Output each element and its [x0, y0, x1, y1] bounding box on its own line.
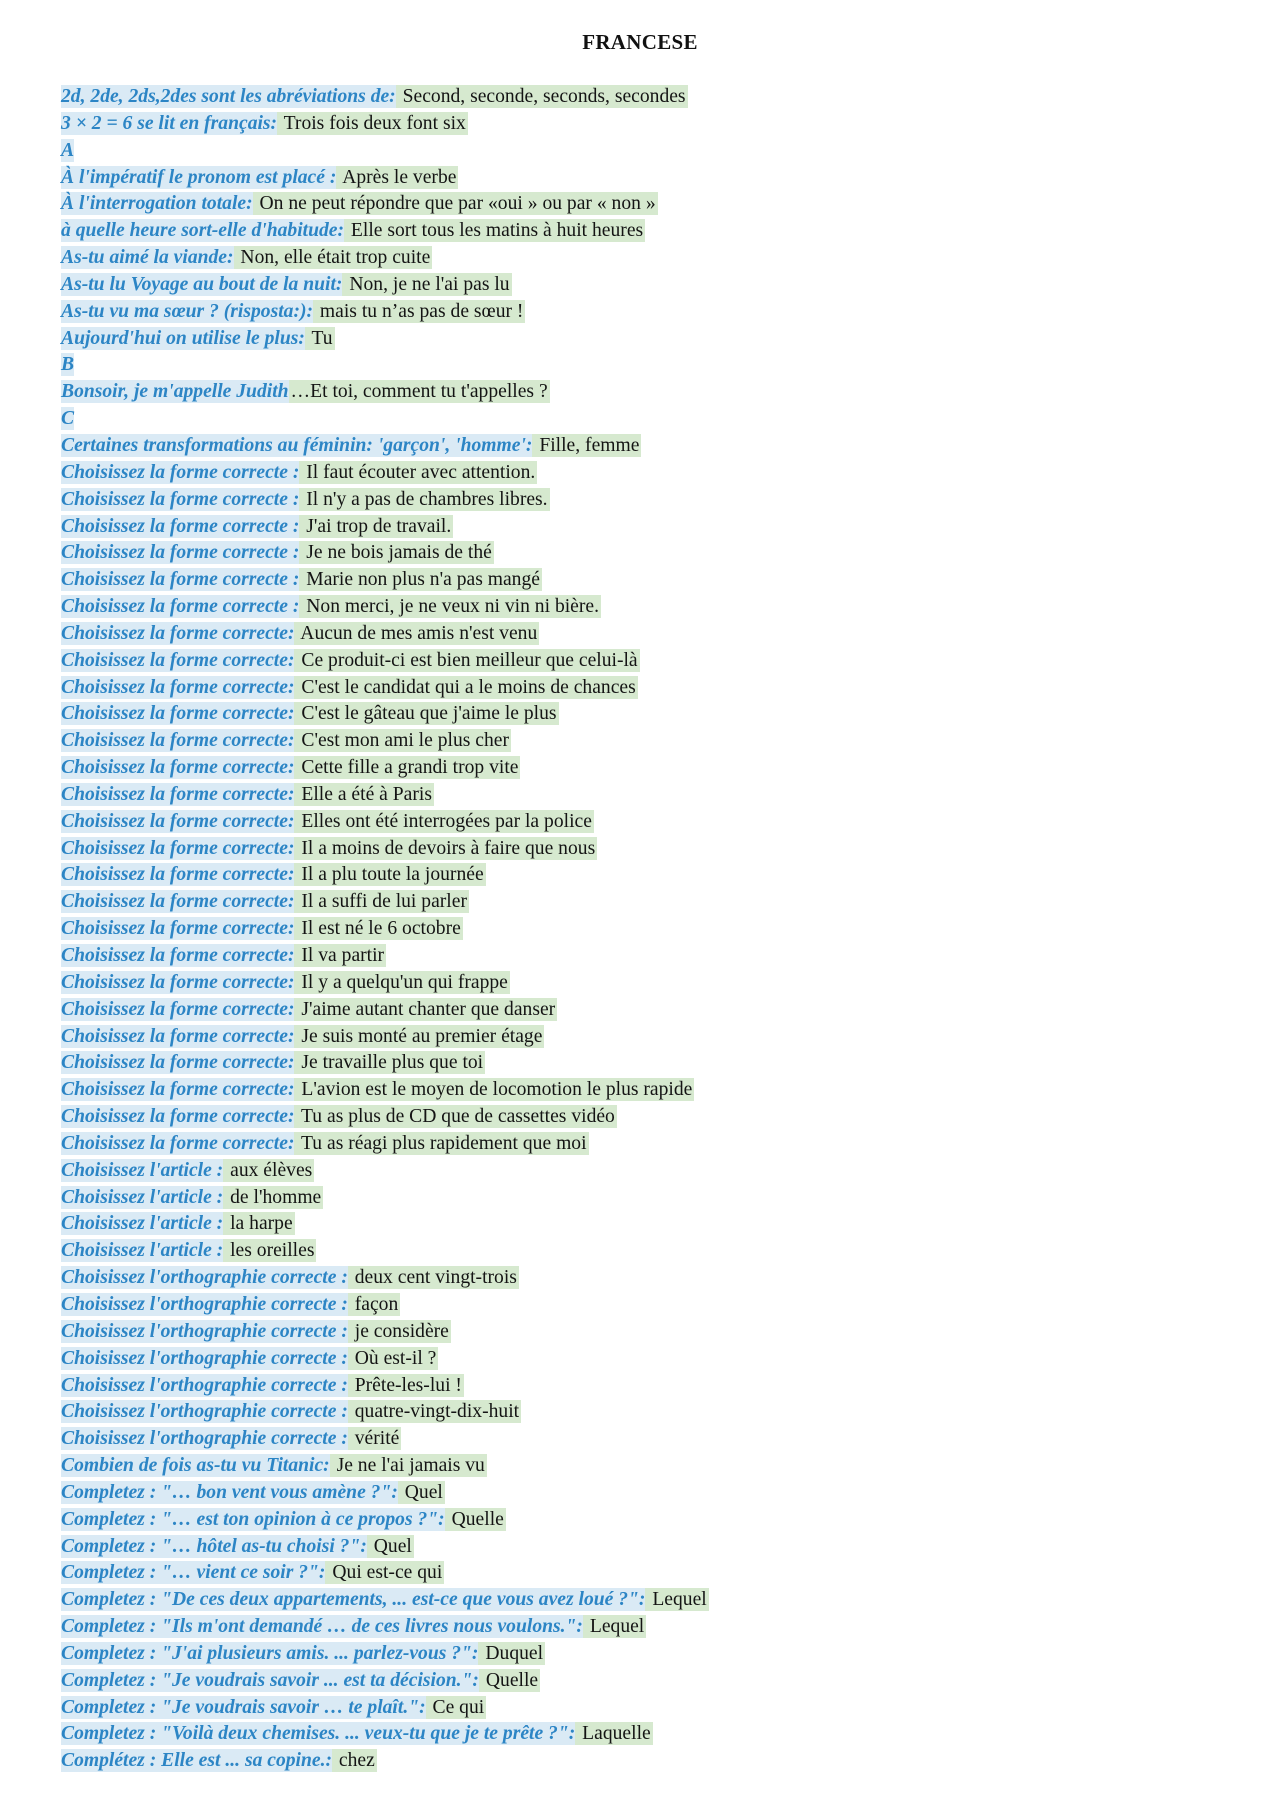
qa-entry	[61, 809, 709, 836]
answer-text: Tu as plus de CD que de cassettes vidéo	[296, 1106, 615, 1128]
answer-text: Quel	[368, 1535, 412, 1557]
qa-entry	[61, 433, 709, 460]
qa-entry	[61, 1050, 709, 1077]
answer-text: je considère	[349, 1320, 449, 1342]
question-text: Choisissez la forme correcte:	[61, 1079, 295, 1101]
question-text: 3 × 2 = 6 se lit en français:	[61, 112, 278, 134]
qa-entry	[61, 111, 709, 138]
qa-entry	[61, 326, 709, 353]
question-text: 2d, 2de, 2ds,2des sont les abréviations de:	[61, 86, 396, 107]
question-text: Choisissez la forme correcte :	[61, 569, 300, 591]
question-text: Choisissez l'orthographie correcte :	[61, 1267, 348, 1289]
qa-entry	[61, 352, 709, 379]
answer-text: Marie non plus n'a pas mangé	[301, 569, 540, 591]
answer-text: C'est mon ami le plus cher	[296, 730, 509, 752]
qa-entry	[61, 191, 709, 218]
qa-entry	[61, 1104, 709, 1131]
answer-text: Quelle	[480, 1669, 539, 1691]
question-text: Completez : "Voilà deux chemises. ... veux-tu que je te prête ?":	[61, 1723, 576, 1745]
answer-text: …Et toi, comment tu t'appelles ?	[290, 381, 548, 403]
qa-entry	[61, 889, 709, 916]
question-text: à quelle heure sort-elle d'habitude:	[61, 220, 345, 242]
answer-text: Il y a quelqu'un qui frappe	[296, 971, 508, 993]
qa-entry	[61, 1185, 709, 1212]
answer-text: Non, je ne l'ai pas lu	[344, 273, 510, 295]
question-text: À l'interrogation totale:	[61, 193, 253, 215]
qa-entry	[61, 379, 709, 406]
answer-text: Je travaille plus que toi	[296, 1052, 484, 1074]
answer-text: Je ne l'ai jamais vu	[331, 1455, 485, 1477]
answer-text: Fille, femme	[534, 434, 640, 456]
qa-entry	[61, 1077, 709, 1104]
qa-entry	[61, 836, 709, 863]
question-text: Choisissez l'orthographie correcte :	[61, 1374, 348, 1396]
answer-text: Non merci, je ne veux ni vin ni bière.	[301, 596, 600, 618]
answer-text: C'est le gâteau que j'aime le plus	[296, 703, 557, 725]
qa-entry	[61, 1292, 709, 1319]
qa-entry	[61, 1721, 709, 1748]
qa-entry	[61, 970, 709, 997]
answer-text: Il a suffi de lui parler	[296, 891, 467, 913]
answer-text: mais tu n’as pas de sœur !	[315, 300, 524, 322]
qa-entry	[61, 540, 709, 567]
answer-text: Prête-les-lui !	[349, 1374, 462, 1396]
answer-text: façon	[349, 1293, 399, 1315]
question-text: Choisissez l'article :	[61, 1240, 224, 1262]
answer-text: Tu	[306, 327, 333, 349]
qa-entry	[61, 1265, 709, 1292]
qa-entry	[61, 648, 709, 675]
question-text: As-tu aimé la viande:	[61, 247, 234, 269]
answer-text: Je suis monté au premier étage	[296, 1025, 543, 1047]
question-text: Choisissez la forme correcte:	[61, 649, 295, 671]
qa-entry	[61, 997, 709, 1024]
question-text: Choisissez l'article :	[61, 1213, 224, 1235]
question-text: Completez : "Je voudrais savoir ... est ta décision.":	[61, 1669, 479, 1691]
qa-entry	[61, 567, 709, 594]
qa-entry	[61, 1748, 709, 1775]
question-text: Choisissez l'orthographie correcte :	[61, 1347, 348, 1369]
answer-text: Elle sort tous les matins à huit heures	[346, 220, 644, 242]
answer-text: aux élèves	[225, 1159, 313, 1181]
qa-entry	[61, 1587, 709, 1614]
qa-entry	[61, 1426, 709, 1453]
answer-text: Où est-il ?	[349, 1347, 437, 1369]
question-text: Choisissez la forme correcte:	[61, 971, 295, 993]
qa-entry	[61, 1480, 709, 1507]
answer-text: chez	[334, 1750, 375, 1772]
answer-text: Il n'y a pas de chambres libres.	[301, 488, 548, 510]
qa-list	[61, 84, 709, 1775]
question-text: Choisissez l'orthographie correcte :	[61, 1293, 348, 1315]
answer-text: Quel	[399, 1481, 443, 1503]
question-text: Completez : "… vient ce soir ?":	[61, 1562, 326, 1584]
qa-entry	[61, 460, 709, 487]
answer-text: On ne peut répondre que par «oui » ou par « non »	[254, 193, 656, 215]
question-text: Choisissez la forme correcte:	[61, 998, 295, 1020]
question-text: A	[61, 139, 75, 161]
answer-text: C'est le candidat qui a le moins de chances	[296, 676, 636, 698]
qa-entry	[61, 621, 709, 648]
question-text: C	[61, 408, 75, 430]
answer-text: Duquel	[480, 1642, 544, 1664]
question-text: Completez : "De ces deux appartements, ... est-ce que vous avez loué ?":	[61, 1589, 646, 1611]
answer-text: la harpe	[225, 1213, 293, 1235]
answer-text: Il a plu toute la journée	[296, 864, 484, 886]
question-text: As-tu vu ma sœur ? (risposta:):	[61, 300, 314, 322]
qa-entry	[61, 138, 709, 165]
question-text: Choisissez la forme correcte :	[61, 542, 300, 564]
question-text: Choisissez l'orthographie correcte :	[61, 1428, 348, 1450]
qa-entry	[61, 1211, 709, 1238]
qa-entry	[61, 1131, 709, 1158]
answer-text: Qui est-ce qui	[327, 1562, 443, 1584]
question-text: Complétez : Elle est ... sa copine.:	[61, 1750, 333, 1772]
page-title: FRANCESE	[582, 30, 698, 54]
answer-text: Tu as réagi plus rapidement que moi	[296, 1132, 587, 1154]
question-text: Choisissez la forme correcte:	[61, 757, 295, 779]
question-text: Completez : "… est ton opinion à ce propos ?":	[61, 1508, 445, 1530]
qa-entry	[61, 406, 709, 433]
question-text: Combien de fois as-tu vu Titanic:	[61, 1455, 330, 1477]
question-text: Completez : "J'ai plusieurs amis. ... parlez-vous ?":	[61, 1642, 479, 1664]
question-text: Completez : "… bon vent vous amène ?":	[61, 1481, 398, 1503]
answer-text: quatre-vingt-dix-huit	[349, 1401, 520, 1423]
qa-entry	[61, 1453, 709, 1480]
answer-text: Il a moins de devoirs à faire que nous	[296, 837, 596, 859]
question-text: Choisissez la forme correcte:	[61, 1052, 295, 1074]
answer-text: Lequel	[647, 1589, 707, 1611]
question-text: Choisissez la forme correcte :	[61, 515, 300, 537]
question-text: Choisissez la forme correcte:	[61, 810, 295, 832]
qa-entry	[61, 1238, 709, 1265]
question-text: Completez : "Ils m'ont demandé … de ces livres nous voulons.":	[61, 1616, 583, 1638]
question-text: As-tu lu Voyage au bout de la nuit:	[61, 273, 343, 295]
question-text: Certaines transformations au féminin: 'garçon', 'homme':	[61, 434, 533, 456]
qa-entry	[61, 165, 709, 192]
answer-text: Il est né le 6 octobre	[296, 918, 461, 940]
qa-entry	[61, 943, 709, 970]
question-text: Choisissez la forme correcte:	[61, 783, 295, 805]
question-text: Choisissez la forme correcte:	[61, 622, 295, 644]
qa-entry	[61, 675, 709, 702]
qa-entry	[61, 916, 709, 943]
question-text: B	[61, 354, 75, 376]
question-text: Choisissez la forme correcte:	[61, 891, 295, 913]
question-text: Choisissez la forme correcte :	[61, 461, 300, 483]
answer-text: Laquelle	[577, 1723, 651, 1745]
qa-entry	[61, 299, 709, 326]
qa-entry	[61, 782, 709, 809]
qa-entry	[61, 272, 709, 299]
answer-text: L'avion est le moyen de locomotion le plus rapide	[296, 1079, 693, 1101]
question-text: Choisissez la forme correcte:	[61, 837, 295, 859]
answer-text: Ce produit-ci est bien meilleur que celui-là	[296, 649, 638, 671]
qa-entry	[61, 1614, 709, 1641]
qa-entry	[61, 1534, 709, 1561]
qa-entry	[61, 701, 709, 728]
qa-entry	[61, 728, 709, 755]
question-text: Choisissez la forme correcte:	[61, 703, 295, 725]
qa-entry	[61, 1641, 709, 1668]
answer-text: Elle a été à Paris	[296, 783, 432, 805]
question-text: Choisissez la forme correcte:	[61, 1025, 295, 1047]
answer-text: Trois fois deux font six	[279, 112, 466, 134]
question-text: À l'impératif le pronom est placé :	[61, 166, 337, 188]
qa-entry	[61, 218, 709, 245]
qa-entry	[61, 1319, 709, 1346]
answer-text: Il va partir	[296, 945, 385, 966]
answer-text: Ce qui	[427, 1696, 485, 1718]
answer-text: de l'homme	[225, 1186, 322, 1208]
answer-text: Quelle	[446, 1508, 504, 1530]
question-text: Choisissez l'orthographie correcte :	[61, 1320, 348, 1342]
qa-entry	[61, 1024, 709, 1051]
question-text: Choisissez la forme correcte :	[61, 596, 300, 618]
answer-text: Elles ont été interrogées par la police	[296, 810, 592, 832]
question-text: Completez : "Je voudrais savoir … te plaît.":	[61, 1696, 426, 1718]
question-text: Choisissez la forme correcte:	[61, 676, 295, 698]
qa-entry	[61, 84, 709, 111]
qa-entry	[61, 1158, 709, 1185]
question-text: Choisissez l'article :	[61, 1159, 224, 1181]
qa-entry	[61, 1373, 709, 1400]
qa-entry	[61, 1695, 709, 1722]
answer-text: deux cent vingt-trois	[349, 1267, 517, 1289]
question-text: Choisissez l'article :	[61, 1186, 224, 1208]
answer-text: Après le verbe	[338, 166, 457, 188]
question-text: Choisissez la forme correcte:	[61, 1106, 295, 1128]
answer-text: Cette fille a grandi trop vite	[296, 757, 519, 779]
question-text: Choisissez la forme correcte:	[61, 730, 295, 752]
question-text: Choisissez la forme correcte:	[61, 1132, 295, 1154]
question-text: Choisissez la forme correcte:	[61, 864, 295, 886]
qa-entry	[61, 514, 709, 541]
qa-entry	[61, 1507, 709, 1534]
answer-text: J'ai trop de travail.	[301, 515, 452, 537]
qa-entry	[61, 245, 709, 272]
question-text: Choisissez la forme correcte:	[61, 918, 295, 940]
qa-entry	[61, 1668, 709, 1695]
question-text: Bonsoir, je m'appelle Judith	[61, 381, 289, 403]
qa-entry	[61, 1560, 709, 1587]
question-text: Completez : "… hôtel as-tu choisi ?":	[61, 1535, 367, 1557]
answer-text: Je ne bois jamais de thé	[301, 542, 492, 564]
answer-text: Lequel	[584, 1616, 645, 1638]
qa-entry	[61, 594, 709, 621]
qa-entry	[61, 487, 709, 514]
answer-text: Aucun de mes amis n'est venu	[296, 622, 538, 644]
question-text: Aujourd'hui on utilise le plus:	[61, 327, 305, 349]
answer-text: J'aime autant chanter que danser	[296, 998, 556, 1020]
answer-text: Non, elle était trop cuite	[235, 247, 431, 269]
question-text: Choisissez la forme correcte :	[61, 488, 300, 510]
qa-entry	[61, 1346, 709, 1373]
qa-entry	[61, 755, 709, 782]
qa-entry	[61, 862, 709, 889]
answer-text: les oreilles	[225, 1240, 315, 1262]
question-text: Choisissez la forme correcte:	[61, 945, 295, 966]
answer-text: Il faut écouter avec attention.	[301, 461, 536, 483]
question-text: Choisissez l'orthographie correcte :	[61, 1401, 348, 1423]
answer-text: vérité	[349, 1428, 400, 1450]
answer-text: Second, seconde, seconds, secondes	[397, 86, 686, 107]
qa-entry	[61, 1399, 709, 1426]
